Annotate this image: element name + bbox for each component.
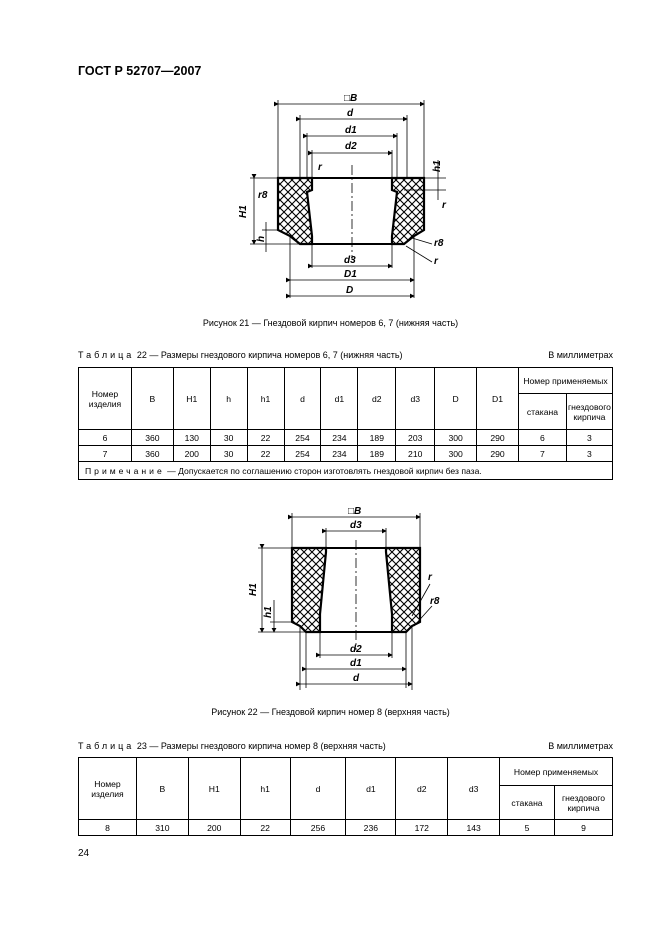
table-22-caption-text: 22 — Размеры гнездового кирпича номеров 6, 7 (нижняя часть) bbox=[136, 350, 403, 360]
table-cell: 30 bbox=[210, 430, 247, 446]
fig22-label-r: r bbox=[428, 572, 432, 583]
table-cell: 234 bbox=[321, 446, 358, 462]
table-22-units: В миллиметрах bbox=[548, 350, 613, 360]
table-cell: 200 bbox=[173, 446, 210, 462]
table-23-head-sub2: гнездового кирпича bbox=[554, 786, 612, 820]
table-22-note-word: Примечание bbox=[85, 465, 165, 476]
fig21-label-r-bottom: r bbox=[434, 256, 438, 267]
fig22-label-d1: d1 bbox=[350, 658, 362, 669]
table-22-head-d: d bbox=[284, 368, 321, 430]
table-23-head-item: Номер изделия bbox=[79, 758, 137, 820]
table-22-head-h: h bbox=[210, 368, 247, 430]
table-cell: 130 bbox=[173, 430, 210, 446]
fig21-label-r-right: r bbox=[442, 200, 446, 211]
table-cell: 22 bbox=[247, 446, 284, 462]
fig22-label-B: □B bbox=[348, 506, 362, 517]
document-header: ГОСТ Р 52707—2007 bbox=[78, 64, 202, 78]
fig21-label-d2: d2 bbox=[345, 141, 357, 152]
table-cell: 310 bbox=[136, 820, 188, 836]
table-23-head-d3: d3 bbox=[448, 758, 500, 820]
table-23-head-sub1: стакана bbox=[500, 786, 555, 820]
fig22-label-d3: d3 bbox=[350, 520, 362, 531]
fig22-label-r8: r8 bbox=[430, 596, 440, 607]
table-22-head-B: B bbox=[131, 368, 173, 430]
table-23-units: В миллиметрах bbox=[548, 741, 613, 751]
table-23-caption-word: Таблица bbox=[78, 741, 135, 751]
fig22-left-wall bbox=[292, 548, 326, 632]
table-23-head-B: B bbox=[136, 758, 188, 820]
table-cell: 360 bbox=[131, 446, 173, 462]
fig21-label-B: □B bbox=[344, 93, 358, 104]
table-22-head-H1: H1 bbox=[173, 368, 210, 430]
table-cell: 143 bbox=[448, 820, 500, 836]
fig21-label-d3: d3 bbox=[344, 255, 356, 266]
fig21-label-H1: H1 bbox=[238, 205, 249, 218]
fig21-label-D: D bbox=[346, 285, 354, 296]
table-cell: 203 bbox=[396, 430, 435, 446]
table-cell: 254 bbox=[284, 430, 321, 446]
figure-22-caption: Рисунок 22 — Гнездовой кирпич номер 8 (верхняя часть) bbox=[211, 707, 450, 717]
table-22-head-d2: d2 bbox=[358, 368, 396, 430]
table-cell: 22 bbox=[240, 820, 290, 836]
table-22-head-item: Номер изделия bbox=[79, 368, 132, 430]
table-cell: 9 bbox=[554, 820, 612, 836]
table-23-head-d: d bbox=[290, 758, 346, 820]
table-cell: 234 bbox=[321, 430, 358, 446]
fig21-label-r8-bottom: r8 bbox=[434, 238, 444, 249]
fig22-label-d2: d2 bbox=[350, 644, 362, 655]
table-22-head-D1: D1 bbox=[477, 368, 519, 430]
table-22-head-d3: d3 bbox=[396, 368, 435, 430]
table-cell: 236 bbox=[346, 820, 396, 836]
table-cell: 6 bbox=[518, 430, 566, 446]
table-cell: 6 bbox=[79, 430, 132, 446]
table-22-note-text: — Допускается по соглашению сторон изготовлять гнездовой кирпич без паза. bbox=[167, 465, 482, 476]
table-23-head-d1: d1 bbox=[346, 758, 396, 820]
table-23-head-h1: h1 bbox=[240, 758, 290, 820]
table-23-caption-text: 23 — Размеры гнездового кирпича номер 8 (верхняя часть) bbox=[136, 741, 386, 751]
fig22-right-wall bbox=[386, 548, 420, 632]
table-23 bbox=[78, 757, 613, 836]
table-23-caption bbox=[78, 741, 386, 751]
table-cell: 172 bbox=[396, 820, 448, 836]
fig21-label-r8-top: r8 bbox=[258, 190, 268, 201]
table-23-head-H1: H1 bbox=[188, 758, 240, 820]
table-cell: 22 bbox=[247, 430, 284, 446]
figure-21-caption: Рисунок 21 — Гнездовой кирпич номеров 6, 7 (нижняя часть) bbox=[202, 318, 459, 328]
fig22-label-h1: h1 bbox=[263, 606, 274, 618]
fig21-label-h1: h1 bbox=[432, 160, 443, 172]
fig22-label-H1: H1 bbox=[248, 583, 259, 596]
table-22-head-d1: d1 bbox=[321, 368, 358, 430]
table-22-head-group: Номер применяемых bbox=[518, 368, 612, 394]
table-cell: 189 bbox=[358, 446, 396, 462]
table-22-head-h1: h1 bbox=[247, 368, 284, 430]
table-cell: 3 bbox=[566, 446, 612, 462]
table-cell: 7 bbox=[79, 446, 132, 462]
fig22-label-d: d bbox=[353, 673, 360, 684]
table-cell: 254 bbox=[284, 446, 321, 462]
table-cell: 30 bbox=[210, 446, 247, 462]
table-cell: 256 bbox=[290, 820, 346, 836]
table-23-head-group: Номер применяемых bbox=[500, 758, 613, 786]
table-cell: 3 bbox=[566, 430, 612, 446]
fig21-label-D1: D1 bbox=[344, 269, 357, 280]
fig21-label-h: h bbox=[256, 235, 267, 242]
table-cell: 8 bbox=[79, 820, 137, 836]
table-22-head-sub1: стакана bbox=[518, 394, 566, 430]
page-number: 24 bbox=[78, 848, 90, 859]
table-cell: 5 bbox=[500, 820, 555, 836]
table-cell: 210 bbox=[396, 446, 435, 462]
table-cell: 300 bbox=[435, 430, 477, 446]
fig21-label-r-top: r bbox=[318, 162, 322, 173]
fig21-label-d: d bbox=[347, 108, 354, 119]
table-22-head-D: D bbox=[435, 368, 477, 430]
fig21-label-d1: d1 bbox=[345, 125, 357, 136]
table-cell: 200 bbox=[188, 820, 240, 836]
table-23-head-d2: d2 bbox=[396, 758, 448, 820]
table-cell: 360 bbox=[131, 430, 173, 446]
table-22-head-sub2: гнездового кирпича bbox=[566, 394, 612, 430]
table-cell: 189 bbox=[358, 430, 396, 446]
table-cell: 290 bbox=[477, 430, 519, 446]
table-cell: 290 bbox=[477, 446, 519, 462]
table-22-caption-word: Таблица bbox=[78, 350, 135, 360]
table-cell: 300 bbox=[435, 446, 477, 462]
table-row bbox=[79, 820, 613, 836]
table-cell: 7 bbox=[518, 446, 566, 462]
